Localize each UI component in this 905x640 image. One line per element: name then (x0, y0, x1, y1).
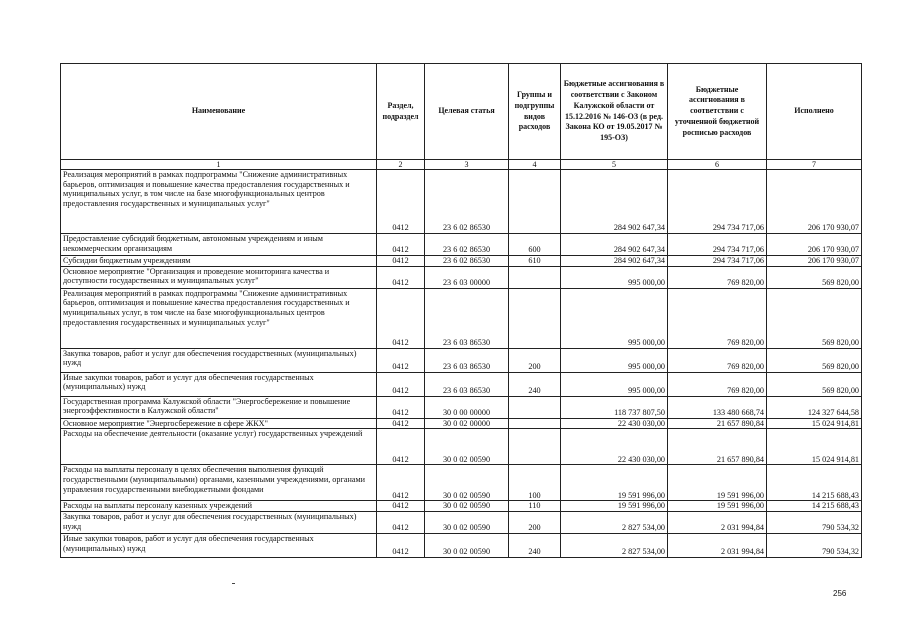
row-executed-amount: 15 024 914,81 (767, 418, 862, 429)
row-expense-group (509, 429, 561, 465)
row-law-amount: 284 902 647,34 (561, 170, 668, 234)
row-target-article: 23 6 03 86530 (425, 348, 509, 372)
table-row (61, 266, 862, 288)
header-name: Наименование (61, 64, 377, 160)
row-section: 0412 (377, 348, 425, 372)
row-refined-amount: 294 734 717,06 (668, 256, 767, 267)
row-name: Государственная программа Калужской области "Энергосбережение и повышение энергоэффективности в Калужской области" (61, 396, 377, 418)
row-target-article: 23 6 02 86530 (425, 234, 509, 256)
row-expense-group (509, 418, 561, 429)
row-name: Основное мероприятие "Организация и проведение мониторинга качества и доступности государственных и муниципальных услуг" (61, 266, 377, 288)
row-target-article: 23 6 02 86530 (425, 170, 509, 234)
header-refined-allocations: Бюджетные ассигнования в соответствии с уточненной бюджетной росписью расходов (668, 64, 767, 160)
table-row (61, 512, 862, 534)
header-section: Раздел, подраздел (377, 64, 425, 160)
row-executed-amount: 15 024 914,81 (767, 429, 862, 465)
row-name: Реализация мероприятий в рамках подпрограммы "Снижение административных барьеров, оптимизация и повышение качества предоставления государственных и муниципальных услуг, в том числе на базе многофункциональных центров предоставления государственных и муниципальных услуг" (61, 170, 377, 234)
row-target-article: 30 0 02 00590 (425, 429, 509, 465)
row-executed-amount: 14 215 688,43 (767, 465, 862, 501)
header-expense-group: Группы и подгруппы видов расходов (509, 64, 561, 160)
row-refined-amount: 769 820,00 (668, 266, 767, 288)
row-refined-amount: 19 591 996,00 (668, 465, 767, 501)
row-target-article: 30 0 02 00000 (425, 418, 509, 429)
row-section: 0412 (377, 288, 425, 348)
row-law-amount: 2 827 534,00 (561, 512, 668, 534)
row-expense-group: 100 (509, 465, 561, 501)
column-number: 1 (61, 160, 377, 170)
row-target-article: 30 0 02 00590 (425, 512, 509, 534)
row-target-article: 23 6 02 86530 (425, 256, 509, 267)
row-name: Расходы на выплаты персоналу казенных учреждений (61, 501, 377, 512)
row-law-amount: 995 000,00 (561, 266, 668, 288)
column-number: 7 (767, 160, 862, 170)
row-law-amount: 19 591 996,00 (561, 465, 668, 501)
row-executed-amount: 206 170 930,07 (767, 234, 862, 256)
row-executed-amount: 14 215 688,43 (767, 501, 862, 512)
row-law-amount: 284 902 647,34 (561, 234, 668, 256)
row-refined-amount: 294 734 717,06 (668, 234, 767, 256)
table-row (61, 372, 862, 396)
header-executed: Исполнено (767, 64, 862, 160)
row-executed-amount: 206 170 930,07 (767, 170, 862, 234)
row-section: 0412 (377, 534, 425, 558)
row-expense-group: 600 (509, 234, 561, 256)
table-row (61, 534, 862, 558)
row-expense-group: 200 (509, 348, 561, 372)
row-section: 0412 (377, 512, 425, 534)
row-law-amount: 118 737 807,50 (561, 396, 668, 418)
column-number: 2 (377, 160, 425, 170)
row-target-article: 23 6 03 00000 (425, 266, 509, 288)
row-refined-amount: 2 031 994,84 (668, 534, 767, 558)
row-law-amount: 995 000,00 (561, 348, 668, 372)
column-number: 5 (561, 160, 668, 170)
row-executed-amount: 124 327 644,58 (767, 396, 862, 418)
row-target-article: 23 6 03 86530 (425, 288, 509, 348)
row-section: 0412 (377, 266, 425, 288)
table-row (61, 396, 862, 418)
row-name: Расходы на обеспечение деятельности (оказание услуг) государственных учреждений (61, 429, 377, 465)
row-expense-group: 110 (509, 501, 561, 512)
row-section: 0412 (377, 429, 425, 465)
row-executed-amount: 569 820,00 (767, 348, 862, 372)
row-executed-amount: 569 820,00 (767, 288, 862, 348)
row-refined-amount: 21 657 890,84 (668, 429, 767, 465)
row-section: 0412 (377, 170, 425, 234)
row-law-amount: 995 000,00 (561, 372, 668, 396)
row-refined-amount: 2 031 994,84 (668, 512, 767, 534)
table-row (61, 465, 862, 501)
budget-table (60, 63, 862, 558)
row-section: 0412 (377, 418, 425, 429)
row-section: 0412 (377, 372, 425, 396)
table-row (61, 348, 862, 372)
row-refined-amount: 19 591 996,00 (668, 501, 767, 512)
column-number-row (61, 160, 862, 170)
row-executed-amount: 569 820,00 (767, 372, 862, 396)
header-target-article: Целевая статья (425, 64, 509, 160)
table-row (61, 256, 862, 267)
row-target-article: 23 6 03 86530 (425, 372, 509, 396)
table-row (61, 501, 862, 512)
header-row (61, 64, 862, 160)
row-refined-amount: 769 820,00 (668, 288, 767, 348)
row-refined-amount: 769 820,00 (668, 372, 767, 396)
row-expense-group (509, 288, 561, 348)
row-expense-group: 240 (509, 534, 561, 558)
row-name: Закупка товаров, работ и услуг для обеспечения государственных (муниципальных) нужд (61, 348, 377, 372)
row-expense-group: 200 (509, 512, 561, 534)
row-name: Предоставление субсидий бюджетным, автономным учреждениям и иным некоммерческим организациям (61, 234, 377, 256)
row-section: 0412 (377, 256, 425, 267)
row-refined-amount: 294 734 717,06 (668, 170, 767, 234)
row-name: Расходы на выплаты персоналу в целях обеспечения выполнения функций государственными (муниципальными) органами, казенными учреждениями, органами управления государственными внебюджетными фондами (61, 465, 377, 501)
row-executed-amount: 790 534,32 (767, 534, 862, 558)
row-executed-amount: 790 534,32 (767, 512, 862, 534)
row-target-article: 30 0 02 00590 (425, 534, 509, 558)
column-number: 3 (425, 160, 509, 170)
row-refined-amount: 133 480 668,74 (668, 396, 767, 418)
row-expense-group (509, 170, 561, 234)
column-number: 6 (668, 160, 767, 170)
table-row (61, 170, 862, 234)
row-name: Реализация мероприятий в рамках подпрограммы "Снижение административных барьеров, оптимизация и повышение качества предоставления государственных и муниципальных услуг, в том числе на базе многофункциональных центров предоставления государственных и муниципальных услуг" (61, 288, 377, 348)
row-executed-amount: 206 170 930,07 (767, 256, 862, 267)
table-row (61, 288, 862, 348)
row-name: Иные закупки товаров, работ и услуг для обеспечения государственных (муниципальных) нужд (61, 372, 377, 396)
row-executed-amount: 569 820,00 (767, 266, 862, 288)
scan-speck (232, 583, 235, 584)
row-target-article: 30 0 02 00590 (425, 465, 509, 501)
row-name: Закупка товаров, работ и услуг для обеспечения государственных (муниципальных) нужд (61, 512, 377, 534)
row-name: Основное мероприятие "Энергосбережение в сфере ЖКХ" (61, 418, 377, 429)
page-number: 256 (833, 589, 847, 598)
row-law-amount: 22 430 030,00 (561, 418, 668, 429)
table-row (61, 234, 862, 256)
row-section: 0412 (377, 501, 425, 512)
row-target-article: 30 0 00 00000 (425, 396, 509, 418)
row-law-amount: 22 430 030,00 (561, 429, 668, 465)
row-refined-amount: 21 657 890,84 (668, 418, 767, 429)
row-target-article: 30 0 02 00590 (425, 501, 509, 512)
row-section: 0412 (377, 396, 425, 418)
table-row (61, 418, 862, 429)
row-section: 0412 (377, 234, 425, 256)
row-section: 0412 (377, 465, 425, 501)
row-expense-group (509, 396, 561, 418)
header-law-allocations: Бюджетные ассигнования в соответствии с Законом Калужской области от 15.12.2016 № 146-ОЗ (в ред. Закона КО от 19.05.2017 № 195-ОЗ) (561, 64, 668, 160)
table-row (61, 429, 862, 465)
column-number: 4 (509, 160, 561, 170)
row-expense-group: 610 (509, 256, 561, 267)
row-law-amount: 2 827 534,00 (561, 534, 668, 558)
row-name: Субсидии бюджетным учреждениям (61, 256, 377, 267)
row-law-amount: 995 000,00 (561, 288, 668, 348)
row-law-amount: 284 902 647,34 (561, 256, 668, 267)
row-expense-group (509, 266, 561, 288)
row-expense-group: 240 (509, 372, 561, 396)
row-law-amount: 19 591 996,00 (561, 501, 668, 512)
row-refined-amount: 769 820,00 (668, 348, 767, 372)
row-name: Иные закупки товаров, работ и услуг для обеспечения государственных (муниципальных) нужд (61, 534, 377, 558)
